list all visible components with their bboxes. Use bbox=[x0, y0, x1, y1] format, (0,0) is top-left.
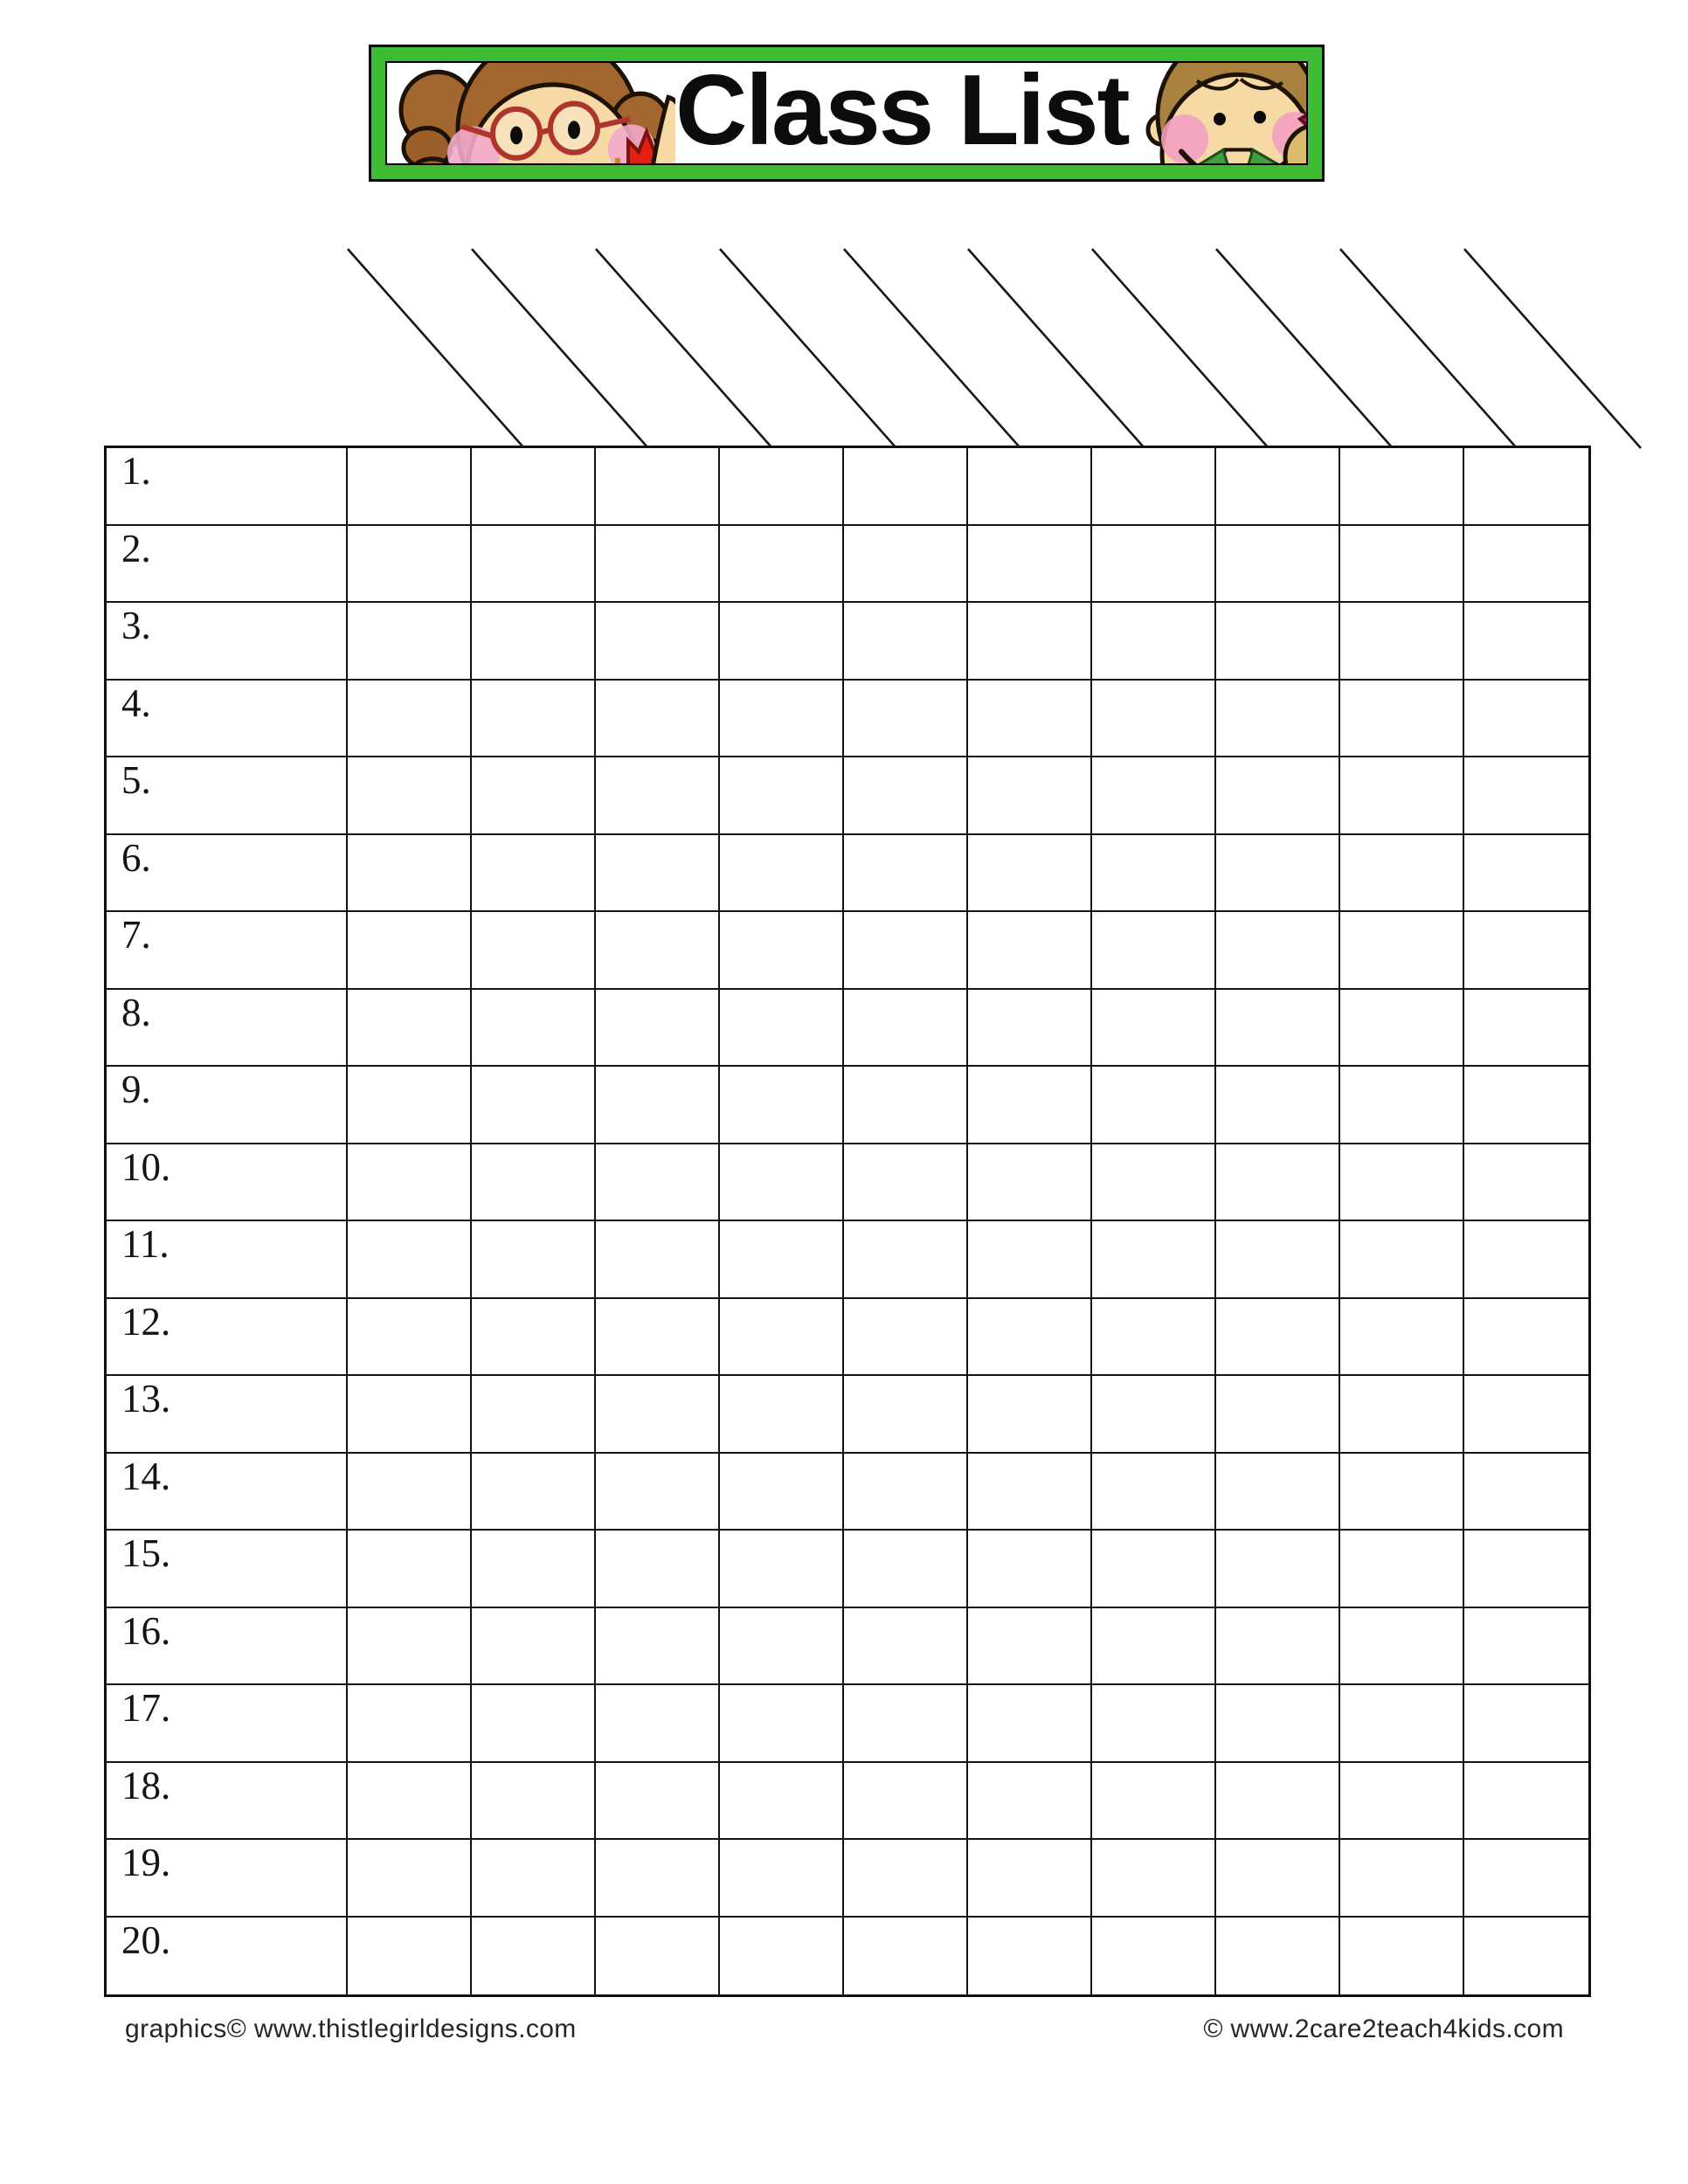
row-number-cell: 8. bbox=[107, 990, 348, 1068]
grid-cell bbox=[472, 990, 596, 1068]
grid-cell bbox=[844, 1067, 968, 1144]
grid-cell bbox=[844, 912, 968, 990]
grid-cell bbox=[844, 1685, 968, 1763]
grid-cell bbox=[596, 681, 720, 758]
grid-cell bbox=[1092, 1918, 1216, 1995]
grid-cell bbox=[968, 757, 1092, 835]
grid-cell bbox=[968, 1299, 1092, 1377]
grid-cell bbox=[596, 990, 720, 1068]
grid-cell bbox=[844, 1299, 968, 1377]
grid-cell bbox=[968, 526, 1092, 604]
grid-cell bbox=[472, 526, 596, 604]
grid-cell bbox=[1464, 1144, 1588, 1222]
grid-cell bbox=[720, 990, 844, 1068]
grid-cell bbox=[844, 1221, 968, 1299]
grid-cell bbox=[1092, 1454, 1216, 1531]
grid-cell bbox=[1464, 1608, 1588, 1686]
row-number-cell: 7. bbox=[107, 912, 348, 990]
grid-cell bbox=[1340, 757, 1464, 835]
grid-cell bbox=[1340, 1376, 1464, 1454]
grid-cell bbox=[968, 603, 1092, 681]
grid-cell bbox=[472, 448, 596, 526]
grid-cell bbox=[1464, 1918, 1588, 1995]
grid-cell bbox=[1464, 1454, 1588, 1531]
grid-cell bbox=[1464, 757, 1588, 835]
grid-cell bbox=[596, 1299, 720, 1377]
grid-cell bbox=[720, 757, 844, 835]
grid-cell bbox=[844, 448, 968, 526]
grid-cell bbox=[596, 448, 720, 526]
grid-cell bbox=[1216, 1454, 1340, 1531]
grid-cell bbox=[596, 835, 720, 913]
grid-cell bbox=[348, 1840, 472, 1918]
grid-cell bbox=[1092, 835, 1216, 913]
grid-cell bbox=[1092, 1299, 1216, 1377]
grid-cell bbox=[1216, 757, 1340, 835]
grid-cell bbox=[968, 1531, 1092, 1608]
grid-cell bbox=[472, 1221, 596, 1299]
grid-cell bbox=[472, 1067, 596, 1144]
row-number-cell: 5. bbox=[107, 757, 348, 835]
page-title: Class List bbox=[675, 61, 1129, 165]
grid-cell bbox=[844, 1144, 968, 1222]
grid-cell bbox=[596, 1763, 720, 1841]
row-number-cell: 14. bbox=[107, 1454, 348, 1531]
row-number-cell: 9. bbox=[107, 1067, 348, 1144]
grid-cell bbox=[1216, 1685, 1340, 1763]
grid-cell bbox=[1340, 1221, 1464, 1299]
grid-cell bbox=[1216, 681, 1340, 758]
grid-cell bbox=[1340, 1763, 1464, 1841]
grid-cell bbox=[1092, 1221, 1216, 1299]
grid-cell bbox=[968, 990, 1092, 1068]
grid-cell bbox=[1216, 1376, 1340, 1454]
grid-cell bbox=[720, 1221, 844, 1299]
grid-cell bbox=[472, 1531, 596, 1608]
row-number-cell: 6. bbox=[107, 835, 348, 913]
grid-cell bbox=[1216, 1608, 1340, 1686]
grid-cell bbox=[348, 757, 472, 835]
grid-cell bbox=[1464, 835, 1588, 913]
grid-cell bbox=[1092, 757, 1216, 835]
grid-cell bbox=[844, 603, 968, 681]
grid-cell bbox=[348, 1531, 472, 1608]
grid-cell bbox=[1092, 1685, 1216, 1763]
grid-cell bbox=[968, 1608, 1092, 1686]
grid-cell bbox=[1092, 526, 1216, 604]
class-table bbox=[104, 446, 1591, 1997]
grid-cell bbox=[844, 1531, 968, 1608]
grid-cell bbox=[844, 1918, 968, 1995]
grid-cell bbox=[1092, 448, 1216, 526]
grid-cell bbox=[596, 1918, 720, 1995]
grid-cell bbox=[1216, 1763, 1340, 1841]
grid-cell bbox=[844, 526, 968, 604]
grid-cell bbox=[1340, 1454, 1464, 1531]
grid-cell bbox=[1464, 1376, 1588, 1454]
grid-cell bbox=[348, 990, 472, 1068]
grid-cell bbox=[596, 1144, 720, 1222]
grid-cell bbox=[844, 990, 968, 1068]
grid-cell bbox=[472, 912, 596, 990]
grid-cell bbox=[1464, 526, 1588, 604]
grid-cell bbox=[968, 1067, 1092, 1144]
grid-cell bbox=[1216, 1221, 1340, 1299]
row-number-cell: 11. bbox=[107, 1221, 348, 1299]
grid-cell bbox=[1092, 1608, 1216, 1686]
row-number-cell: 3. bbox=[107, 603, 348, 681]
grid-cell bbox=[844, 757, 968, 835]
grid-cell bbox=[1216, 1067, 1340, 1144]
grid-cell bbox=[1340, 835, 1464, 913]
grid-cell bbox=[1464, 912, 1588, 990]
grid-cell bbox=[720, 1918, 844, 1995]
grid-cell bbox=[1092, 1067, 1216, 1144]
grid-cell bbox=[596, 1221, 720, 1299]
grid-cell bbox=[1340, 1299, 1464, 1377]
grid-cell bbox=[1464, 1067, 1588, 1144]
row-number-cell: 12. bbox=[107, 1299, 348, 1377]
grid-cell bbox=[348, 1221, 472, 1299]
grid-cell bbox=[348, 1763, 472, 1841]
grid-cell bbox=[472, 1299, 596, 1377]
grid-cell bbox=[720, 1299, 844, 1377]
grid-cell bbox=[472, 681, 596, 758]
grid-cell bbox=[1216, 526, 1340, 604]
grid-cell bbox=[348, 1608, 472, 1686]
grid-cell bbox=[720, 448, 844, 526]
grid-cell bbox=[1340, 603, 1464, 681]
grid-cell bbox=[968, 1918, 1092, 1995]
grid-cell bbox=[596, 1840, 720, 1918]
grid-cell bbox=[720, 681, 844, 758]
grid-cell bbox=[348, 681, 472, 758]
grid-cell bbox=[1092, 603, 1216, 681]
grid-cell bbox=[596, 1608, 720, 1686]
grid-cell bbox=[720, 1067, 844, 1144]
grid-cell bbox=[968, 1685, 1092, 1763]
grid-cell bbox=[348, 1454, 472, 1531]
grid-cell bbox=[720, 526, 844, 604]
grid-cell bbox=[596, 603, 720, 681]
grid-cell bbox=[348, 1918, 472, 1995]
grid-cell bbox=[472, 1685, 596, 1763]
grid-cell bbox=[1092, 1531, 1216, 1608]
grid-cell bbox=[1340, 1144, 1464, 1222]
grid-cell bbox=[844, 681, 968, 758]
grid-cell bbox=[720, 1144, 844, 1222]
grid-cell bbox=[844, 1454, 968, 1531]
grid-cell bbox=[1464, 603, 1588, 681]
grid-cell bbox=[968, 1840, 1092, 1918]
grid-cell bbox=[596, 912, 720, 990]
grid-cell bbox=[1216, 1840, 1340, 1918]
grid-cell bbox=[472, 1918, 596, 1995]
row-number-cell: 19. bbox=[107, 1840, 348, 1918]
grid-cell bbox=[968, 681, 1092, 758]
grid-cell bbox=[1092, 912, 1216, 990]
grid-cell bbox=[1464, 1531, 1588, 1608]
grid-cell bbox=[596, 757, 720, 835]
grid-cell bbox=[1340, 681, 1464, 758]
grid-cell bbox=[348, 1376, 472, 1454]
footer-left-credit: graphics© www.thistlegirldesigns.com bbox=[125, 2015, 577, 2043]
grid-cell bbox=[968, 912, 1092, 990]
grid-cell bbox=[1216, 603, 1340, 681]
footer-right-credit: © www.2care2teach4kids.com bbox=[1203, 2015, 1564, 2043]
grid-cell bbox=[844, 1763, 968, 1841]
grid-cell bbox=[596, 1067, 720, 1144]
boy-student-icon bbox=[1129, 63, 1308, 163]
grid-cell bbox=[968, 1454, 1092, 1531]
grid-cell bbox=[720, 1454, 844, 1531]
grid-cell bbox=[844, 1608, 968, 1686]
row-number-cell: 20. bbox=[107, 1918, 348, 1995]
grid-cell bbox=[1464, 448, 1588, 526]
grid-cell bbox=[844, 1840, 968, 1918]
grid-cell bbox=[472, 757, 596, 835]
grid-cell bbox=[1216, 448, 1340, 526]
grid-cell bbox=[472, 1454, 596, 1531]
grid-cell bbox=[968, 448, 1092, 526]
grid-cell bbox=[1092, 1144, 1216, 1222]
grid-cell bbox=[844, 835, 968, 913]
grid-cell bbox=[1464, 1685, 1588, 1763]
grid-cell bbox=[1092, 1376, 1216, 1454]
grid-cell bbox=[1340, 1531, 1464, 1608]
grid-cell bbox=[720, 1685, 844, 1763]
grid-cell bbox=[968, 835, 1092, 913]
grid-cell bbox=[968, 1144, 1092, 1222]
grid-cell bbox=[1464, 1221, 1588, 1299]
row-number-cell: 4. bbox=[107, 681, 348, 758]
grid-cell bbox=[1340, 448, 1464, 526]
grid-cell bbox=[1216, 1531, 1340, 1608]
grid-cell bbox=[1340, 1608, 1464, 1686]
grid-cell bbox=[720, 603, 844, 681]
row-number-cell: 15. bbox=[107, 1531, 348, 1608]
row-number-cell: 17. bbox=[107, 1685, 348, 1763]
grid-cell bbox=[472, 835, 596, 913]
grid-cell bbox=[596, 1685, 720, 1763]
grid-cell bbox=[720, 1608, 844, 1686]
grid-cell bbox=[1464, 681, 1588, 758]
grid-cell bbox=[596, 1531, 720, 1608]
grid-cell bbox=[1464, 1840, 1588, 1918]
grid-cell bbox=[472, 1608, 596, 1686]
grid-cell bbox=[1464, 1763, 1588, 1841]
banner-frame bbox=[369, 45, 1325, 182]
grid-cell bbox=[472, 603, 596, 681]
grid-cell bbox=[720, 1763, 844, 1841]
grid-cell bbox=[1340, 912, 1464, 990]
grid-cell bbox=[720, 1840, 844, 1918]
grid-cell bbox=[1464, 1299, 1588, 1377]
grid-cell bbox=[1216, 835, 1340, 913]
grid-cell bbox=[1464, 990, 1588, 1068]
grid-cell bbox=[1340, 1918, 1464, 1995]
grid-cell bbox=[596, 526, 720, 604]
grid-cell bbox=[348, 835, 472, 913]
grid-cell bbox=[472, 1840, 596, 1918]
grid-cell bbox=[472, 1144, 596, 1222]
grid-cell bbox=[720, 1376, 844, 1454]
grid-cell bbox=[596, 1454, 720, 1531]
row-number-cell: 13. bbox=[107, 1376, 348, 1454]
grid-cell bbox=[968, 1763, 1092, 1841]
grid-cell bbox=[720, 912, 844, 990]
banner bbox=[385, 61, 1308, 165]
grid-cell bbox=[1340, 990, 1464, 1068]
row-number-cell: 10. bbox=[107, 1144, 348, 1222]
row-number-cell: 18. bbox=[107, 1763, 348, 1841]
grid-cell bbox=[348, 1144, 472, 1222]
grid-cell bbox=[1092, 990, 1216, 1068]
girl-student-icon bbox=[387, 63, 675, 163]
grid-cell bbox=[348, 1685, 472, 1763]
grid-cell bbox=[1340, 1685, 1464, 1763]
grid-cell bbox=[1216, 1918, 1340, 1995]
grid-cell bbox=[968, 1221, 1092, 1299]
grid-cell bbox=[1340, 1840, 1464, 1918]
grid-cell bbox=[968, 1376, 1092, 1454]
grid-cell bbox=[1092, 1763, 1216, 1841]
grid-cell bbox=[720, 1531, 844, 1608]
grid-cell bbox=[348, 526, 472, 604]
grid-cell bbox=[1216, 912, 1340, 990]
grid-cell bbox=[1216, 1144, 1340, 1222]
grid-cell bbox=[348, 1067, 472, 1144]
grid-cell bbox=[1340, 526, 1464, 604]
grid-cell bbox=[472, 1376, 596, 1454]
grid-cell bbox=[1216, 990, 1340, 1068]
grid-cell bbox=[348, 603, 472, 681]
grid-cell bbox=[1216, 1299, 1340, 1377]
row-number-cell: 16. bbox=[107, 1608, 348, 1686]
grid-cell bbox=[596, 1376, 720, 1454]
grid-cell bbox=[472, 1763, 596, 1841]
grid-cell bbox=[1092, 1840, 1216, 1918]
grid-cell bbox=[348, 448, 472, 526]
grid-cell bbox=[1340, 1067, 1464, 1144]
grid-cell bbox=[348, 912, 472, 990]
grid-cell bbox=[844, 1376, 968, 1454]
grid-cell bbox=[348, 1299, 472, 1377]
row-number-cell: 1. bbox=[107, 448, 348, 526]
grid-cell bbox=[1092, 681, 1216, 758]
grid-cell bbox=[720, 835, 844, 913]
row-number-cell: 2. bbox=[107, 526, 348, 604]
